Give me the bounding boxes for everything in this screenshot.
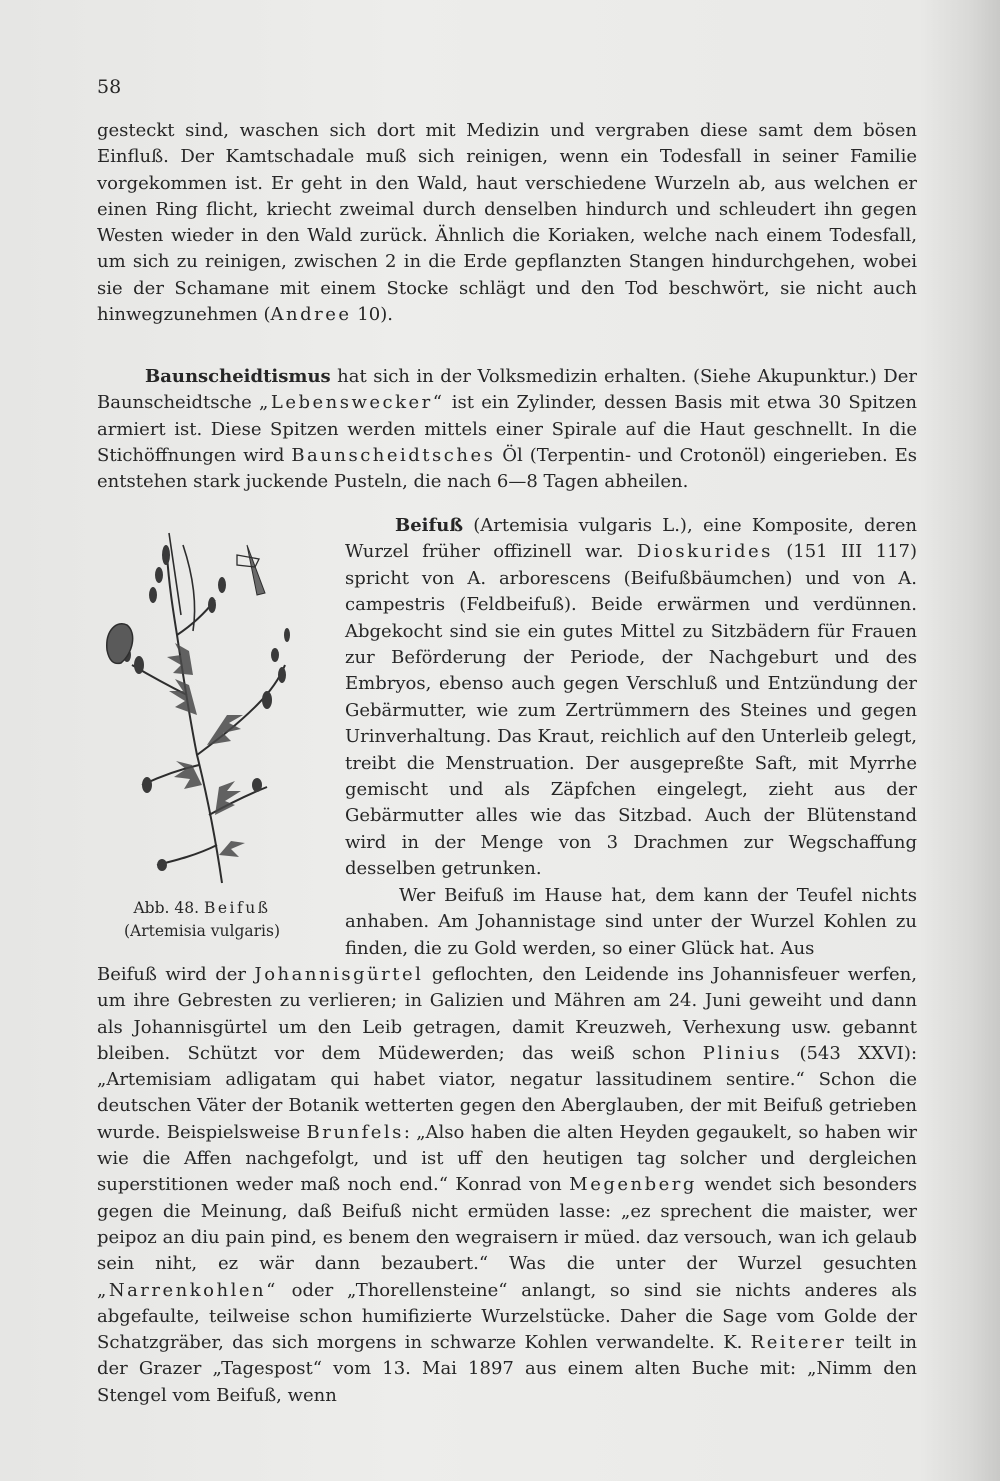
mugwort-illustration (97, 515, 297, 890)
author-megenberg: Megenberg (569, 1174, 697, 1196)
author-reiterer: Reiterer (750, 1332, 847, 1354)
term-lebenswecker: „Lebenswecker“ (259, 392, 445, 414)
entry-text: (Artemisia vulgaris L.), eine Komposite, deren Wurzel früher offizinell war. (345, 515, 917, 563)
entry-text: Öl (Terpentin- und Crotonöl) eingerieben. Es entstehen stark juckende Pusteln, die nach 6—8 Tagen abheilen. (97, 444, 917, 493)
figure-latin-name: (Artemisia vulgaris) (123, 922, 280, 940)
entry-text: (151 III 117) spricht von A. arborescens (Beifußbäumchen) und von A. campestris (Feldbeifuß). Beide erwärmen und verdünnen. Abgekocht sind sie ein gutes Mittel zu Sitzbädern für Frauen zur Beförderung der Periode, der Nachgeburt und des Embryos, ebenso auch gegen Verschluß und Entzündung der Gebärmutter, wie zum Zertrümmern des Steines und gegen Urinverhaltung. Das Kraut, reichlich auf den Unterleib gelegt, treibt die Menstruation. Der ausgepreßte Saft, mit Myrrhe gemischt und als Zäpfchen eingelegt, zieht aus der Gebärmutter alles wie das Sitzbad. Auch der Blütenstand wird in der Menge von 3 Drachmen zur Wegschaffung desselben getrunken. (345, 541, 917, 880)
term-oil: Baunscheidtsches (291, 444, 496, 466)
entry-text: hat sich in der Volksmedizin erhalten. (Siehe Akupunktur.) Der Baunscheidtsche (97, 366, 917, 414)
page-number: 58 (97, 76, 122, 98)
entry-text: Beifuß wird der (97, 964, 255, 985)
author-plinius: Plinius (702, 1042, 783, 1064)
term-narrenkohlen: „Narrenkohlen“ (97, 1279, 278, 1301)
term-johannisguertel: Johannisgürtel (254, 964, 424, 985)
citation-open: ( (263, 304, 271, 326)
entry-text: ist ein Zylinder, dessen Basis mit etwa 30 Spitzen armiert ist. Diese Spitzen werden mittels einer Spirale auf die Haut geschnellt. In die Stichöffnungen wird (97, 392, 917, 466)
figure-label: Abb. 48. (133, 899, 204, 917)
citation-close: 10). (351, 304, 393, 326)
entry-text: wendet sich besonders gegen die Meinung, daß Beifuß nicht ermüden lasse: „ez sprechent die maister, wer peipoz an diu pain pind, es benem den wegraisern ir müed. daz versouch, wan ich gelaub sein niht, ez wär dann bezaubert.“ Was die unter der Wurzel gesuchten (97, 1174, 917, 1275)
citation-author: Andree (270, 304, 352, 326)
entry-heading: Beifuß (395, 515, 464, 536)
author-brunfels: Brunfels (306, 1121, 404, 1143)
author-dioskurides: Dioskurides (636, 541, 773, 563)
entry-heading: Baunscheidtismus (145, 366, 331, 387)
entry-text: geflochten, den Leidende ins Johannisfeuer werfen, um ihre Gebresten zu verlieren; in Galizien und Mähren am 24. Juni geweiht und dann als Johannisgürtel um den Leib getragen, damit Kreuzweh, Verhexung usw. gebannt bleiben. Schützt vor dem Müdewerden; das weiß schon (97, 964, 917, 1064)
paragraph-beifuss (345, 513, 917, 962)
paragraph-kamtschadale (97, 118, 917, 328)
figure-name: Beifuß (203, 899, 271, 917)
paragraph-beifuss-folk (97, 962, 917, 1409)
paragraph-text: gesteckt sind, waschen sich dort mit Medizin und vergraben diese samt dem bösen Einfluß. Der Kamtschadale muß sich reinigen, wenn ein Todesfall in seiner Familie vorgekommen ist. Er geht in den Wald, haut verschiedene Wurzeln ab, aus welchen er einen Ring flicht, kriecht zweimal durch denselben hindurch und schleudert ihn gegen Westen wieder in den Wald zurück. Ähnlich die Koriaken, welche nach einem Todesfall, um sich zu reinigen, zwischen 2 in die Erde gepflanzten Stangen hindurchgehen, wobei sie der Schamane mit einem Stocke schlägt und den Tod beschwört, sie nicht auch hinwegzunehmen (97, 120, 917, 326)
entry-text: (543 XXVI): „Artemisiam adligatam qui habet viator, negatur lassitudinem sentire.“ Schon die deutschen Väter der Botanik wetterten gegen den Aberglauben, der mit Beifuß getrieben wurde. Beispielsweise (97, 1042, 918, 1143)
paragraph-baunscheidtismus (97, 364, 917, 495)
paragraph-beifuss-folk-start: Wer Beifuß im Hause hat, dem kann der Teufel nichts anhaben. Am Johannistage sind unter der Wurzel Kohlen zu finden, die zu Gold werden, so einer Glück hat. Aus (345, 884, 917, 959)
figure-caption (97, 897, 307, 943)
entry-text: teilt in der Grazer „Tagespost“ vom 13. Mai 1897 aus einem alten Buche mit: „Nimm den Stengel vom Beifuß, wenn (97, 1332, 917, 1406)
entry-text: oder „Thorellensteine“ anlangt, so sind sie nichts anderes als abgefaulte, teilweise schon humifizierte Wurzelstücke. Daher die Sage vom Golde der Schatzgräber, das sich morgens in schwarze Kohlen verwandelte. K. (97, 1279, 917, 1354)
entry-text: : „Also haben die alten Heyden gegaukelt, so haben wir wie die Affen nachgefolgt, und ist uff den heutigen tag solcher und dergleichen superstitionen weder maß noch end.“ Konrad von (97, 1121, 918, 1196)
